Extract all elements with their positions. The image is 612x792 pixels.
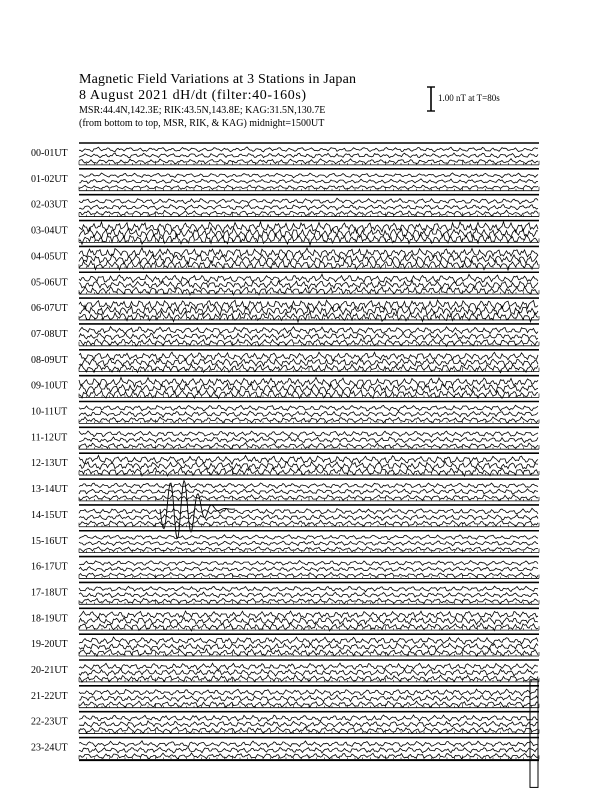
hour-row-label: 05-06UT: [31, 277, 68, 289]
station-order-note: (from bottom to top, MSR, RIK, & KAG) midnight=1500UT: [79, 118, 325, 129]
hour-row-label: 10-11UT: [31, 406, 68, 418]
station-trace: [79, 384, 538, 393]
hour-row-label: 20-21UT: [31, 665, 68, 676]
hour-row-label: 18-19UT: [31, 613, 68, 625]
station-trace: [79, 377, 538, 386]
chart-title: Magnetic Field Variations at 3 Stations in Japan: [79, 72, 357, 87]
hour-row-label: 15-16UT: [31, 535, 68, 547]
station-coordinates: MSR:44.4N,142.3E; RIK:43.5N,143.8E; KAG:31.5N,130.7E: [79, 105, 326, 116]
station-trace: [79, 222, 538, 233]
scale-label: 1.00 nT at T=80s: [438, 93, 500, 103]
station-trace: [79, 311, 538, 322]
station-trace: [79, 431, 538, 437]
hour-row-label: 21-22UT: [31, 690, 68, 702]
station-trace: [79, 254, 538, 264]
hour-row-label: 19-20UT: [31, 639, 68, 651]
hour-row-label: 08-09UT: [31, 354, 68, 366]
station-trace: [79, 689, 538, 696]
station-trace: [79, 483, 538, 488]
hour-row-label: 01-02UT: [31, 173, 68, 185]
hour-row-label: 11-12UT: [31, 432, 68, 444]
scale-bar-icon: [427, 86, 437, 112]
station-trace: [79, 643, 538, 650]
station-trace: [79, 541, 538, 546]
station-trace: [79, 327, 538, 335]
date-filter-line: 8 August 2021 dH/dt (filter:40-160s): [79, 88, 307, 103]
station-trace: [79, 721, 538, 728]
station-trace: [79, 535, 538, 540]
hour-row-label: 03-04UT: [31, 225, 68, 237]
station-trace: [79, 586, 538, 592]
station-trace: [79, 489, 538, 494]
station-trace: [79, 515, 538, 521]
station-trace: [79, 747, 538, 753]
station-trace: [79, 592, 538, 598]
station-trace: [79, 234, 538, 245]
hour-row-label: 17-18UT: [31, 587, 68, 599]
hour-row-label: 04-05UT: [31, 251, 68, 263]
station-trace: [79, 617, 538, 625]
station-trace: [79, 567, 538, 572]
hour-row-label: 02-03UT: [31, 199, 68, 211]
station-trace: [79, 411, 538, 417]
hour-row-label: 14-15UT: [31, 509, 68, 521]
station-trace: [79, 741, 538, 747]
station-trace: [79, 637, 538, 644]
hour-row-label: 16-17UT: [31, 561, 68, 573]
hour-row-label: 00-01UT: [31, 148, 68, 159]
station-trace: [79, 153, 538, 158]
station-trace: [79, 147, 538, 152]
station-trace: [79, 352, 538, 360]
station-trace: [79, 508, 538, 514]
station-trace: [79, 669, 538, 676]
station-trace: [79, 695, 538, 702]
station-trace: [79, 198, 538, 204]
station-trace: [79, 561, 538, 566]
hour-row-label: 12-13UT: [31, 458, 68, 470]
station-trace: [79, 461, 538, 470]
hour-row-label: 07-08UT: [31, 328, 68, 340]
station-trace: [79, 455, 538, 464]
station-trace: [79, 179, 538, 184]
station-trace: [79, 437, 538, 443]
hour-row-label: 09-10UT: [31, 380, 68, 392]
station-trace: [79, 205, 538, 211]
station-trace: [79, 173, 538, 178]
station-trace: [79, 611, 538, 618]
station-trace: [79, 228, 538, 239]
hour-row-label: 06-07UT: [31, 303, 68, 315]
station-trace: [79, 405, 538, 411]
station-trace: [79, 274, 538, 283]
station-trace: [79, 663, 538, 670]
hour-row-label: 23-24UT: [31, 742, 68, 754]
hour-row-label: 13-14UT: [31, 484, 68, 496]
hour-row-label: 22-23UT: [31, 716, 68, 728]
